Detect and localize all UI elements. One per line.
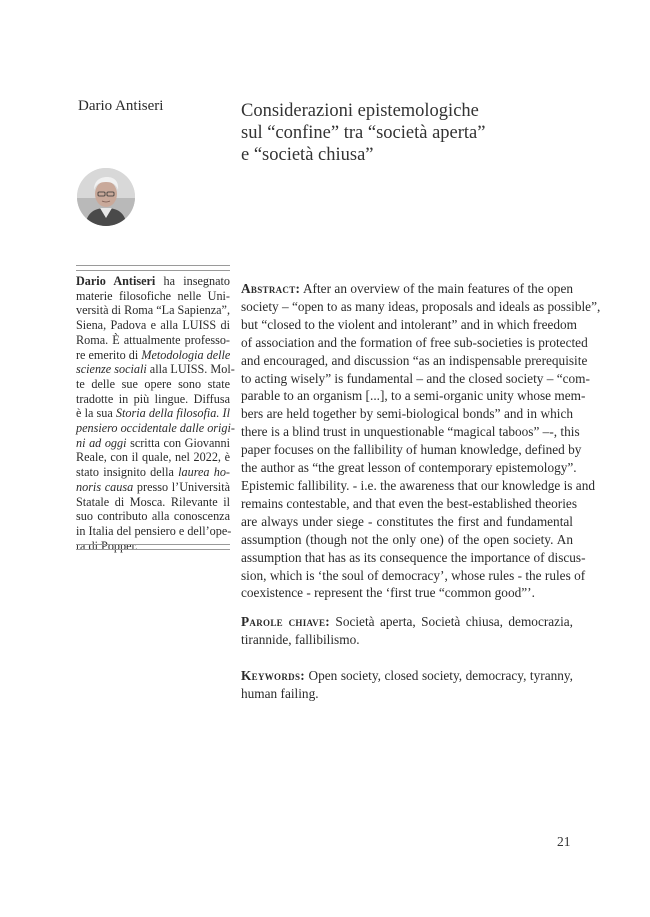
bio-text: presso l’Università	[133, 479, 230, 494]
bio-bottom-rule	[76, 544, 230, 550]
abstract-text: After an overview of the main features of the open	[300, 281, 573, 296]
bio-line	[76, 465, 230, 480]
abstract-line: are always under siege - constitutes the first and fundamental	[241, 513, 573, 529]
page-number: 21	[557, 834, 571, 849]
bio-line: materie filosofiche nelle Uni-	[76, 288, 230, 303]
bio-author-name: Dario Antiseri	[76, 274, 156, 288]
parole-chiave-text: Società aperta, Società chiusa, democrazia,	[330, 614, 573, 629]
bio-line	[76, 421, 235, 436]
bio-text: stato insignito della	[76, 465, 179, 480]
bio-italic: scienze sociali	[76, 362, 147, 377]
abstract-line: but “closed to the violent and intolerant” and in which freedom	[241, 316, 578, 332]
bio-line: te delle sue opere sono state	[76, 376, 230, 391]
bio-line	[76, 406, 230, 421]
bio-line	[76, 436, 230, 451]
parole-chiave-line	[241, 613, 573, 631]
abstract-line: society – “open to as many ideas, proposals and ideals as possible”,	[241, 298, 601, 314]
title-line: sul “confine” tra “società aperta”	[241, 123, 486, 143]
bio-italic: Storia della filosofia. Il	[115, 406, 230, 421]
bio-line: Roma. È attualmente professo-	[76, 332, 230, 347]
bio-line: tradotte in più lingue. Diffusa	[76, 391, 230, 406]
abstract-label: Abstract:	[241, 281, 301, 296]
bio-top-rule	[76, 265, 230, 271]
parole-chiave	[241, 613, 573, 649]
abstract-line: the author as “the great lesson of contemporary epistemology”.	[241, 460, 577, 476]
bio-italic: laurea ho-	[178, 465, 230, 480]
title-line: e “società chiusa”	[241, 145, 374, 165]
author-bio	[76, 274, 235, 553]
abstract-line: assumption that has as its consequence the importance of discus-	[241, 549, 586, 565]
article-title	[241, 100, 571, 166]
abstract-line: of association and the formation of free sub-societies is protected	[241, 334, 588, 350]
abstract-line: and encouraged, and discussion “as an indispensable prerequisite	[241, 352, 588, 368]
abstract-line: parable to an organism [...], to a semi-organic unity whose mem-	[241, 388, 586, 404]
abstract-line	[241, 280, 573, 298]
bio-text: scritta con Giovanni	[126, 435, 231, 450]
abstract-line: bers are held together by semi-biological bonds” and in which	[241, 406, 573, 422]
bio-text: re emerito di	[76, 347, 142, 362]
keywords-line: human failing.	[241, 686, 319, 701]
author-photo	[77, 168, 135, 226]
bio-line: Statale di Mosca. Rilevante il	[76, 494, 230, 509]
abstract-line: to acting wisely” is fundamental – and the closed society – “com-	[241, 370, 590, 386]
title-line: Considerazioni epistemologiche	[241, 101, 479, 121]
bio-line	[76, 274, 230, 289]
abstract-line: sion, which is ‘the soul of democracy’, whose rules - the rules of	[241, 567, 586, 583]
bio-line: suo contributo alla conoscenza	[76, 509, 230, 524]
bio-line: in Italia del pensiero e dell’ope-	[76, 523, 232, 538]
bio-italic: noris causa	[76, 479, 134, 494]
abstract-line: there is a blind trust in unquestionable “magical taboos” –-, this	[241, 424, 580, 440]
bio-line	[76, 480, 230, 495]
abstract-line: Epistemic fallibility. - i.e. the awareness that our knowledge is and	[241, 477, 595, 493]
parole-chiave-line: tirannide, fallibilismo.	[241, 632, 360, 647]
abstract-line: paper focuses on the fallibility of human knowledge, defined by	[241, 442, 582, 458]
bio-text: ha insegnato	[155, 274, 230, 288]
keywords-line	[241, 667, 573, 685]
bio-line	[76, 348, 230, 363]
bio-italic: pensiero occidentale dalle origi-	[76, 421, 235, 436]
bio-line: Siena, Padova e alla LUISS di	[76, 318, 230, 333]
abstract-line: remains contestable, and that even the best-established theories	[241, 495, 577, 511]
keywords	[241, 667, 573, 703]
abstract-line: assumption (though not the only one) of the open society. An	[241, 531, 573, 547]
author-name: Dario Antiseri	[78, 98, 164, 114]
bio-italic: ni ad oggi	[76, 435, 127, 450]
keywords-text: Open society, closed society, democracy, tyranny,	[304, 668, 573, 683]
bio-line: versità di Roma “La Sapienza”,	[76, 303, 230, 318]
bio-line: Reale, con il quale, nel 2022, è	[76, 450, 230, 465]
parole-chiave-label: Parole chiave:	[241, 614, 331, 629]
abstract	[241, 280, 601, 602]
bio-text: è la sua	[76, 406, 116, 421]
bio-italic: Metodologia delle	[141, 347, 231, 362]
keywords-label: Keywords:	[241, 668, 305, 683]
bio-line	[76, 362, 235, 377]
abstract-line: coexistence - represent the ‘first true “common good”’.	[241, 585, 535, 601]
bio-text: alla LUISS. Mol-	[146, 362, 235, 377]
bio-line: ra di Popper.	[76, 538, 138, 553]
